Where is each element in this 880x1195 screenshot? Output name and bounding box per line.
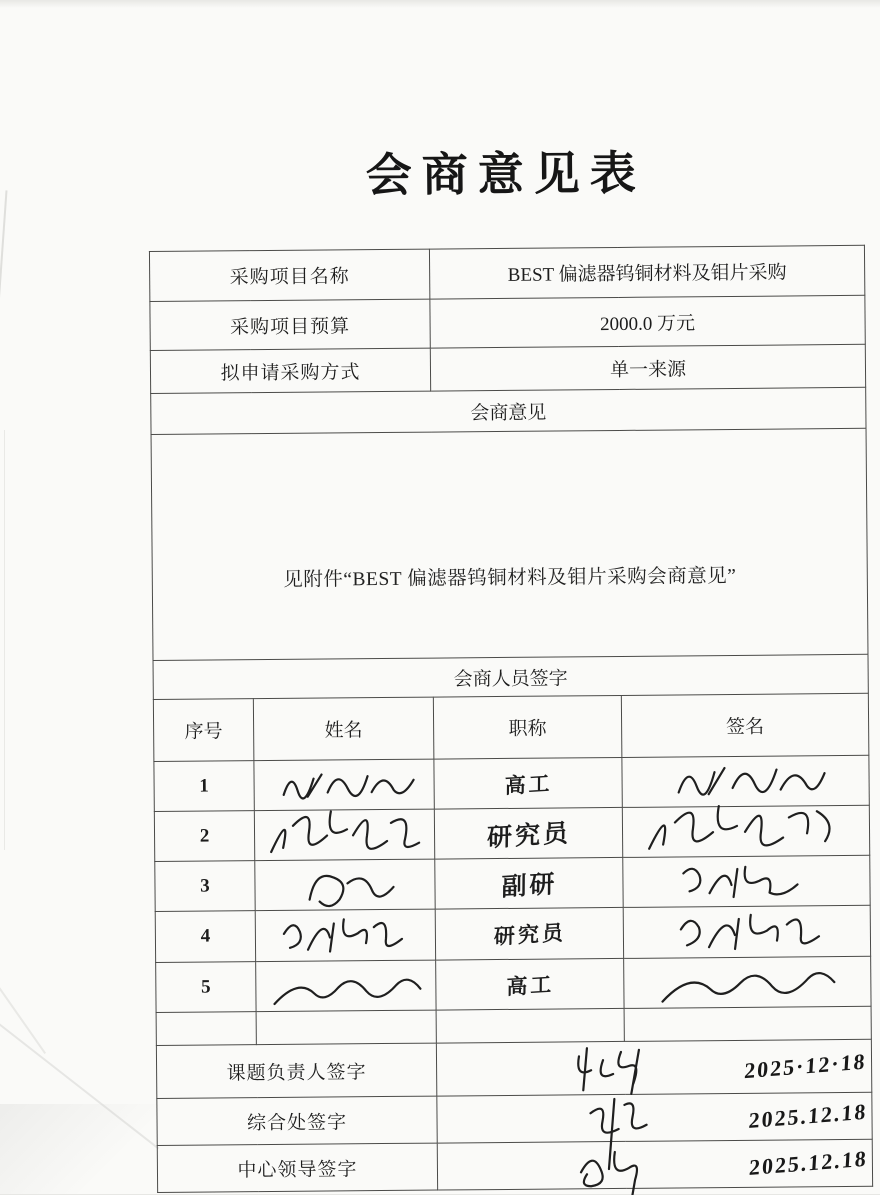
- form-table: [149, 245, 873, 1193]
- label-center-leader-signature: 中心领导签字: [157, 1143, 437, 1192]
- handwritten-date: 2025·12·18: [743, 1048, 868, 1084]
- col-header-seq: 序号: [153, 699, 254, 762]
- opinion-body-text: 见附件“BEST 偏滤器钨铜材料及钼片采购会商意见”: [283, 565, 737, 591]
- handwritten-name-scribble: [260, 802, 428, 859]
- handwritten-name-scribble: [267, 911, 423, 960]
- handwritten-name-scribble: [275, 860, 415, 909]
- signer-seq: 2: [154, 811, 254, 862]
- label-procurement-method: 拟申请采购方式: [150, 348, 430, 393]
- handwritten-signature-scribble: [566, 1143, 676, 1190]
- row-project-name: [149, 245, 864, 301]
- handwritten-title: 研究员: [435, 907, 623, 960]
- handwritten-signature-scribble: [661, 858, 831, 905]
- empty-cell: [436, 1008, 624, 1043]
- value-procurement-method: 单一来源: [430, 344, 865, 391]
- approval-signature-area: [436, 1039, 871, 1096]
- handwritten-signature-scribble: [566, 1096, 676, 1143]
- handwritten-title: 高工: [434, 757, 622, 809]
- handwritten-signature: [623, 905, 870, 958]
- scan-edge-artifact: [0, 0, 880, 8]
- signers-section-title: 会商人员签字: [153, 654, 868, 699]
- handwritten-signature: [624, 956, 871, 1008]
- handwritten-title: 高工: [436, 958, 624, 1010]
- col-header-name: 姓名: [253, 697, 434, 761]
- handwritten-signature-scribble: [652, 960, 842, 1006]
- row-approval-general-office: [157, 1092, 872, 1145]
- scan-edge-artifact: [4, 430, 5, 850]
- row-procurement-method: [150, 344, 865, 393]
- handwritten-date: 2025.12.18: [748, 1145, 869, 1181]
- handwritten-signature-scribble: [657, 906, 837, 958]
- handwritten-signature-scribble: [641, 796, 851, 856]
- handwritten-name: [255, 909, 435, 962]
- row-approval-lead: [156, 1039, 871, 1098]
- row-project-budget: [150, 295, 865, 350]
- approval-signature-area: [437, 1139, 872, 1190]
- handwritten-name: [256, 960, 436, 1012]
- page-title: 会商意见表: [365, 147, 647, 202]
- row-approval-center-leader: [157, 1139, 872, 1192]
- row-column-headers: [153, 693, 869, 761]
- col-header-signature: 签名: [621, 693, 869, 757]
- handwritten-name-scribble: [269, 763, 419, 806]
- handwritten-name: [254, 809, 434, 861]
- col-header-title: 职称: [433, 695, 622, 759]
- signer-seq: 1: [154, 761, 254, 812]
- handwritten-signature: [623, 855, 870, 907]
- signer-row: [155, 855, 870, 911]
- opinion-body-cell: [151, 428, 868, 660]
- signer-seq: 5: [156, 962, 256, 1013]
- signer-row: [156, 956, 871, 1012]
- signer-row: [154, 805, 869, 861]
- empty-cell: [256, 1010, 436, 1045]
- handwritten-signature: [622, 805, 869, 857]
- handwritten-date: 2025.12.18: [747, 1098, 869, 1134]
- row-opinion-header: [151, 387, 866, 434]
- handwritten-name-scribble: [266, 964, 426, 1007]
- signer-seq: 4: [155, 911, 255, 963]
- opinion-section-title: 会商意见: [151, 387, 866, 434]
- approval-signature-area: [437, 1092, 872, 1143]
- row-signers-header: [153, 654, 868, 699]
- handwritten-title: 副研: [435, 857, 623, 909]
- page-fold-line: [0, 930, 46, 1054]
- handwritten-title: 研究员: [434, 807, 622, 859]
- signer-seq: 3: [155, 861, 255, 912]
- label-project-name: 采购项目名称: [149, 249, 429, 301]
- handwritten-signature-scribble: [559, 1043, 679, 1096]
- label-project-lead-signature: 课题负责人签字: [156, 1043, 436, 1098]
- value-project-budget: 2000.0 万元: [430, 295, 865, 348]
- page-corner-fold: [0, 1104, 160, 1194]
- label-project-budget: 采购项目预算: [150, 299, 430, 350]
- label-general-office-signature: 综合处签字: [157, 1096, 437, 1145]
- row-opinion-body: [151, 428, 868, 660]
- empty-cell: [156, 1012, 256, 1046]
- signer-row: [155, 905, 870, 962]
- handwritten-name: [255, 859, 435, 911]
- empty-cell: [624, 1006, 871, 1041]
- value-project-name: BEST 偏滤器钨铜材料及钼片采购: [429, 245, 864, 299]
